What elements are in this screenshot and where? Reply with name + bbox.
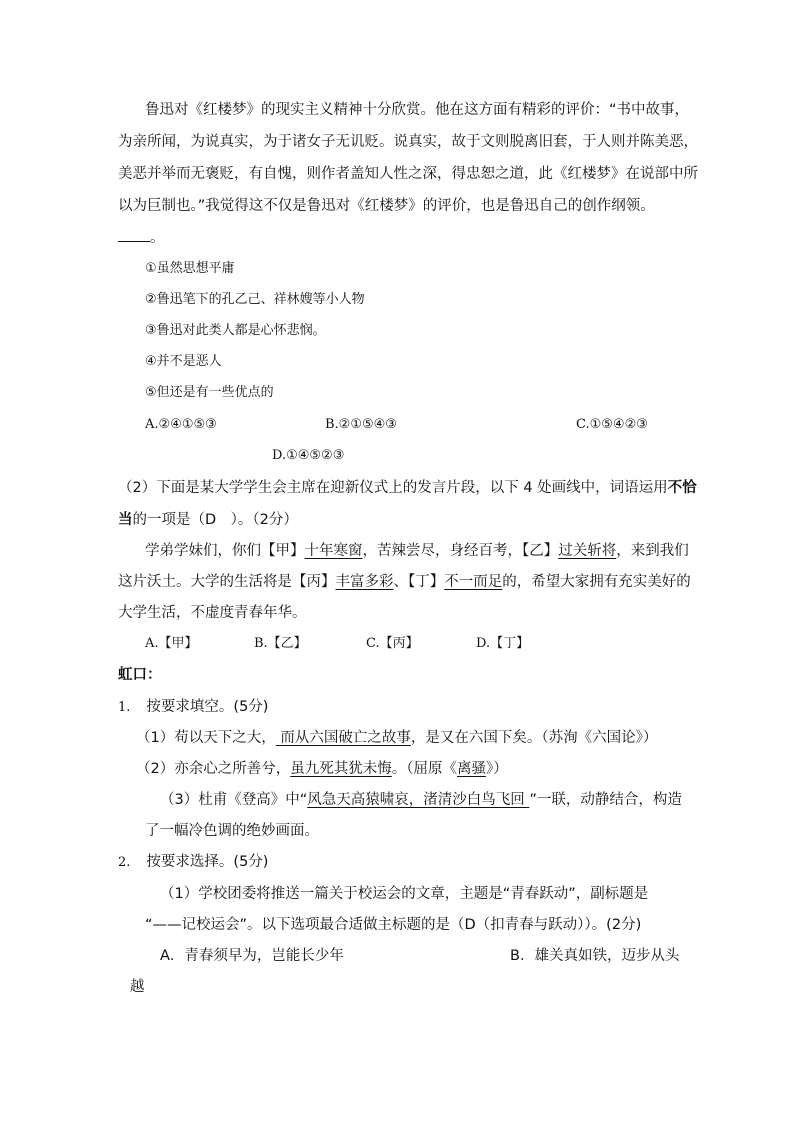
item-2-number: 2. bbox=[118, 855, 131, 870]
q2-option-d: D.【丁】 bbox=[476, 636, 530, 651]
item-2-sub-1-line-1: （1）学校团委将推送一篇关于校运会的文章，主题是“青春跃动”，副标题是 bbox=[160, 886, 649, 902]
q2-stem-line-2 bbox=[118, 510, 298, 530]
q2-stem-a: （2）下面是某大学学生会主席在迎新仪式上的发言片段，以下 4 处画线中，词语运用 bbox=[118, 480, 668, 496]
item-2-sub-1-line-2: “——记校运会”。以下选项最合适做主标题的是（D（扣青春与跃动））。(2分) bbox=[145, 917, 642, 933]
section-heading: 虹口： bbox=[118, 667, 162, 683]
q2-passage-line-3: 大学生活，不虚度青春年华。 bbox=[118, 605, 307, 621]
option-d: D.①④⑤②③ bbox=[272, 448, 345, 463]
item-1-number: 1. bbox=[118, 700, 131, 715]
item-2-option-b: B．雄关真如铁，迈步从头 bbox=[510, 948, 680, 964]
p2-c: 的，希望大家拥有充实美好的 bbox=[502, 574, 691, 590]
item-1-s3-b: ”一联，动静结合，构造 bbox=[529, 792, 682, 808]
sentence-3: ③鲁迅对此类人都是心怀悲悯。 bbox=[145, 323, 326, 338]
option-b: B.②①⑤④③ bbox=[325, 417, 397, 432]
sentence-2: ②鲁迅笔下的孔乙己、祥林嫂等小人物 bbox=[145, 292, 365, 307]
p2-a: 这片沃土。大学的生活将是【丙】 bbox=[118, 574, 336, 590]
item-1-s2-answer: 虽九死其犹未悔 bbox=[290, 761, 392, 777]
q2-stem-line-1 bbox=[118, 478, 697, 498]
intro-line-4: 以为巨制也。”我觉得这不仅是鲁迅对《红楼梦》的评价，也是鲁迅自己的创作纲领。 bbox=[118, 198, 655, 214]
p1-b: ，苦辣尝尽，身经百考，【乙】 bbox=[362, 543, 559, 559]
item-1-s2-a: （2）亦余心之所善兮， bbox=[136, 761, 291, 777]
q2-passage-line-1 bbox=[145, 541, 689, 561]
item-2-option-a: A．青春须早为，岂能长少年 bbox=[160, 948, 344, 964]
item-1-s3-a: （3）杜甫《登高》中“ bbox=[160, 792, 308, 808]
item-1-s1-b: ，是又在六国下矣。（苏洵《六国论》） bbox=[410, 730, 658, 746]
underlined-phrase-yi: 过关斩将 bbox=[558, 543, 617, 559]
q2-passage-line-2 bbox=[118, 572, 691, 592]
intro-line-2: 为亲所闻，为说真实，为于诸女子无讥贬。说真实，故于文则脱离旧套，于人则并陈美恶， bbox=[118, 134, 698, 150]
item-1-s1-answer: 而从六国破亡之故事 bbox=[275, 730, 411, 746]
q2-stem-bold-b: 当 bbox=[118, 512, 133, 528]
intro-line-3: 美恶并举而无褒贬，有自愧，则作者盖知人性之深，得忠恕之道，此《红楼梦》在说部中所 bbox=[118, 166, 698, 182]
item-1-s3-answer: 风急天高猿啸哀，渚清沙白鸟飞回 bbox=[307, 792, 530, 808]
item-1-s1-a: （1）苟以天下之大， bbox=[136, 730, 276, 746]
intro-line-1: 鲁迅对《红楼梦》的现实主义精神十分欣赏。他在这方面有精彩的评价：“书中故事， bbox=[145, 102, 690, 118]
item-2-title: 按要求选择。(5分) bbox=[146, 854, 269, 870]
sentence-1: ①虽然思想平庸 bbox=[145, 261, 235, 276]
item-1-heading bbox=[118, 697, 268, 718]
q2-stem-bold-a: 不恰 bbox=[667, 480, 697, 496]
answer-blank-line bbox=[118, 228, 165, 248]
item-1-s2-b: 。（屈原《 bbox=[391, 761, 457, 777]
item-1-title: 按要求填空。(5分) bbox=[146, 699, 269, 715]
underlined-phrase-jia: 十年寒窗 bbox=[304, 543, 363, 559]
item-1-sub-1 bbox=[136, 728, 657, 748]
q2-option-a: A.【甲】 bbox=[145, 636, 198, 651]
sentence-5: ⑤但还是有一些优点的 bbox=[145, 385, 274, 400]
item-1-sub-3 bbox=[160, 790, 682, 810]
item-1-s2-title: 离骚 bbox=[456, 761, 486, 777]
q2-stem-b: 的一项是（D ）。（2分） bbox=[132, 512, 298, 528]
item-2-heading bbox=[118, 852, 268, 873]
item-2-option-b-cont: 越 bbox=[130, 979, 145, 995]
item-1-s2-c: 》） bbox=[485, 761, 508, 777]
p2-b: 、【丁】 bbox=[393, 574, 445, 590]
underlined-phrase-bing: 丰富多彩 bbox=[335, 574, 394, 590]
p1-a: 学弟学妹们，你们【甲】 bbox=[145, 543, 305, 559]
q2-option-b: B.【乙】 bbox=[254, 636, 307, 651]
item-1-sub-3-cont: 了一幅冷色调的绝妙画面。 bbox=[145, 823, 319, 839]
item-1-sub-2 bbox=[136, 759, 508, 779]
p1-c: ，来到我们 bbox=[616, 543, 689, 559]
underlined-phrase-ding: 不一而足 bbox=[444, 574, 503, 590]
answer-blank bbox=[118, 228, 150, 242]
option-c: C.①⑤④②③ bbox=[576, 417, 648, 432]
q2-option-c: C.【丙】 bbox=[366, 636, 419, 651]
option-a: A.②④①⑤③ bbox=[145, 417, 217, 432]
blank-suffix: 。 bbox=[150, 230, 165, 246]
sentence-4: ④并不是恶人 bbox=[145, 354, 222, 369]
